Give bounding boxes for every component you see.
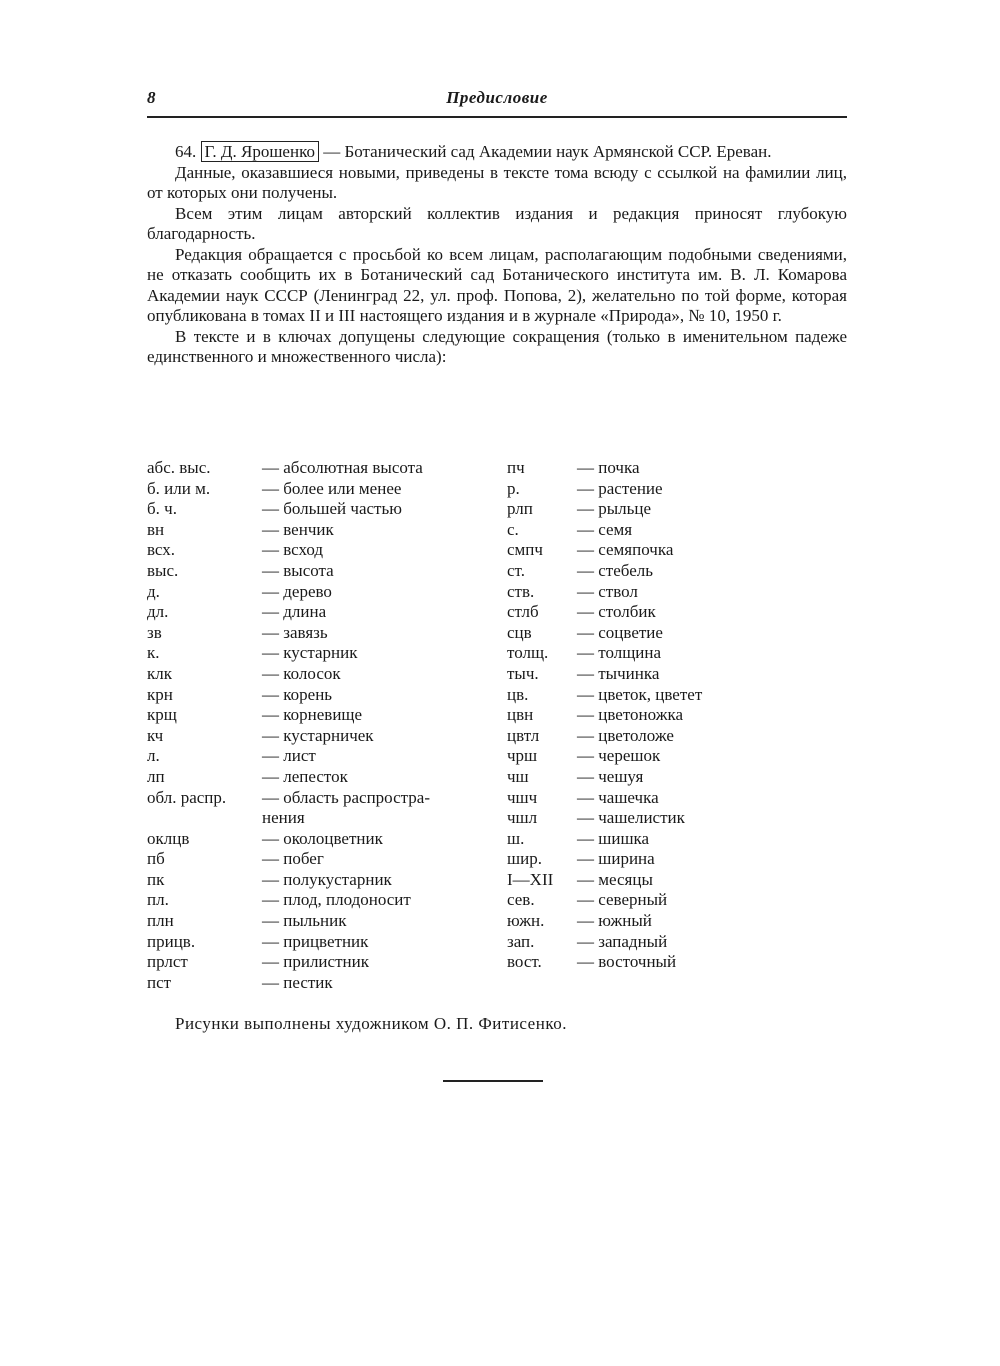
meaning-d2: — месяцы bbox=[577, 869, 653, 889]
meaning-d1: — дерево bbox=[262, 581, 332, 601]
abbreviation-a2: рлп bbox=[507, 499, 533, 519]
meaning-d1: — корень bbox=[262, 684, 333, 704]
abbreviation-a1: крн bbox=[147, 684, 173, 704]
abbreviation-row bbox=[147, 973, 767, 994]
abbreviation-row bbox=[147, 870, 767, 891]
meaning-d2: — северный bbox=[577, 890, 668, 910]
abbreviation-a1: вн bbox=[147, 519, 165, 539]
paragraph-thanks: Всем этим лицам авторский коллектив издания и редакция приносят глубокую благодарность. bbox=[147, 203, 847, 243]
abbreviation-a1: лп bbox=[147, 766, 165, 786]
abbreviation-a2: южн. bbox=[507, 911, 545, 931]
meaning-d1: нения bbox=[262, 808, 305, 828]
meaning-d2: — ширина bbox=[577, 849, 655, 869]
abbreviation-a1: прлст bbox=[147, 952, 188, 972]
abbreviation-row bbox=[147, 849, 767, 870]
meaning-d2: — цветоложе bbox=[577, 725, 674, 745]
abbreviation-a2 bbox=[507, 973, 577, 994]
illustration-credit: Рисунки выполнены художником О. П. Фитисенко. bbox=[175, 1014, 567, 1033]
abbreviation-a2: цвтл bbox=[507, 725, 540, 745]
meaning-d1: — побег bbox=[262, 849, 324, 869]
meaning-d1: — венчик bbox=[262, 519, 334, 539]
abbreviation-a2: смпч bbox=[507, 540, 543, 560]
meaning-d1: — корневище bbox=[262, 705, 363, 725]
abbreviation-a2: чш bbox=[507, 766, 529, 786]
abbreviation-a1: б. или м. bbox=[147, 478, 211, 498]
preface-body bbox=[147, 142, 847, 368]
abbreviation-row bbox=[147, 952, 767, 973]
meaning-d2: — цветоножка bbox=[577, 705, 683, 725]
meaning-d1: — полукустарник bbox=[262, 869, 392, 889]
meaning-d2: — рыльце bbox=[577, 499, 652, 519]
meaning-d1: — околоцветник bbox=[262, 828, 383, 848]
meaning-d2: — ствол bbox=[577, 581, 638, 601]
abbreviation-a1: б. ч. bbox=[147, 499, 177, 519]
abbreviation-a1: к. bbox=[147, 643, 160, 663]
abbreviation-row bbox=[147, 705, 767, 726]
meaning-d2: — тычинка bbox=[577, 663, 660, 683]
abbreviation-a2: сцв bbox=[507, 622, 532, 642]
abbreviation-a1: пк bbox=[147, 869, 165, 889]
entry-number: 64. bbox=[175, 142, 197, 161]
abbreviation-a2: зап. bbox=[507, 931, 535, 951]
abbreviation-a2: ств. bbox=[507, 581, 535, 601]
abbreviation-a2: цвн bbox=[507, 705, 534, 725]
meaning-d1: — более или менее bbox=[262, 478, 402, 498]
meaning-d1: — лепесток bbox=[262, 766, 348, 786]
meaning-d2: — столбик bbox=[577, 602, 656, 622]
meaning-d2: — стебель bbox=[577, 560, 653, 580]
abbreviation-a1: пл. bbox=[147, 890, 169, 910]
meaning-d2: — чашечка bbox=[577, 787, 659, 807]
abbreviation-row bbox=[147, 829, 767, 850]
abbreviation-a1: плн bbox=[147, 911, 174, 931]
abbreviation-row bbox=[147, 643, 767, 664]
abbreviation-a2: толщ. bbox=[507, 643, 549, 663]
abbreviation-row bbox=[147, 726, 767, 747]
abbreviation-a1: клк bbox=[147, 663, 173, 683]
abbreviation-a1: крщ bbox=[147, 705, 177, 725]
meaning-d1: — плод, плодоносит bbox=[262, 890, 411, 910]
meaning-d2 bbox=[577, 973, 767, 994]
end-rule bbox=[443, 1080, 543, 1082]
abbreviation-a1: кч bbox=[147, 725, 164, 745]
abbreviation-a2: I—XII bbox=[507, 869, 554, 889]
boxed-name: Г. Д. Ярошенко bbox=[201, 141, 319, 162]
meaning-d1: — пыльник bbox=[262, 911, 347, 931]
abbreviation-a2: чрш bbox=[507, 746, 538, 766]
page-number: 8 bbox=[147, 88, 156, 107]
paragraph-data: Данные, оказавшиеся новыми, приведены в тексте тома всюду с ссылкой на фамилии лиц, от которых они получены. bbox=[147, 162, 847, 202]
meaning-d1: — кустарничек bbox=[262, 725, 374, 745]
abbreviation-row bbox=[147, 582, 767, 603]
abbreviation-row bbox=[147, 890, 767, 911]
abbreviation-row bbox=[147, 911, 767, 932]
abbreviation-a2: шир. bbox=[507, 849, 542, 869]
abbreviation-a1: л. bbox=[147, 746, 160, 766]
paragraph-64 bbox=[147, 142, 847, 163]
page-header bbox=[147, 88, 847, 118]
abbreviation-a2: с. bbox=[507, 519, 519, 539]
meaning-d1: — длина bbox=[262, 602, 327, 622]
meaning-d1: — завязь bbox=[262, 622, 328, 642]
abbreviation-a1: всх. bbox=[147, 540, 175, 560]
abbreviation-a1: д. bbox=[147, 581, 160, 601]
abbreviation-a1: выс. bbox=[147, 560, 179, 580]
meaning-d2: — чашелистик bbox=[577, 808, 685, 828]
meaning-d2: — семя bbox=[577, 519, 633, 539]
meaning-d1: — колосок bbox=[262, 663, 341, 683]
abbreviation-row bbox=[147, 685, 767, 706]
meaning-d1: — высота bbox=[262, 560, 334, 580]
meaning-d2: — цветок, цветет bbox=[577, 684, 703, 704]
abbreviation-a2: ш. bbox=[507, 828, 525, 848]
abbreviation-a1: абс. выс. bbox=[147, 458, 211, 477]
abbreviation-a2: тыч. bbox=[507, 663, 539, 683]
abbreviation-row bbox=[147, 767, 767, 788]
abbreviation-table bbox=[147, 458, 767, 993]
abbreviation-a1: зв bbox=[147, 622, 162, 642]
abbreviation-a2: ст. bbox=[507, 560, 525, 580]
abbreviation-a1: пб bbox=[147, 849, 165, 869]
abbreviation-a2: вост. bbox=[507, 952, 542, 972]
abbreviation-a2: чшл bbox=[507, 808, 538, 828]
abbreviation-a1: дл. bbox=[147, 602, 169, 622]
meaning-d1: — всход bbox=[262, 540, 324, 560]
meaning-d1: — прилистник bbox=[262, 952, 369, 972]
paragraph-abbreviations-intro: В тексте и в ключах допущены следующие сокращения (только в именительном падеже единственного и множественного числа): bbox=[147, 326, 847, 366]
meaning-d2: — западный bbox=[577, 931, 668, 951]
meaning-d1: — абсолютная высота bbox=[262, 458, 423, 477]
meaning-d2: — южный bbox=[577, 911, 652, 931]
abbreviation-a1: пст bbox=[147, 972, 172, 992]
meaning-d2: — восточный bbox=[577, 952, 677, 972]
abbreviation-row bbox=[147, 479, 767, 500]
meaning-d2: — шишка bbox=[577, 828, 650, 848]
meaning-d2: — почка bbox=[577, 458, 640, 477]
meaning-d2: — соцветие bbox=[577, 622, 663, 642]
abbreviation-row bbox=[147, 788, 767, 809]
abbreviation-row bbox=[147, 932, 767, 953]
abbreviation-row bbox=[147, 499, 767, 520]
abbreviation-a2: стлб bbox=[507, 602, 539, 622]
abbreviation-row bbox=[147, 458, 767, 479]
abbreviation-row bbox=[147, 561, 767, 582]
meaning-d1: — область распростра- bbox=[262, 787, 430, 807]
abbreviation-row bbox=[147, 664, 767, 685]
abbreviation-a2: чшч bbox=[507, 787, 538, 807]
abbreviation-row bbox=[147, 540, 767, 561]
meaning-d2: — чешуя bbox=[577, 766, 644, 786]
abbreviation-a2: р. bbox=[507, 478, 520, 498]
abbreviation-row bbox=[147, 746, 767, 767]
abbreviation-a2: пч bbox=[507, 458, 525, 477]
meaning-d1: — большей частью bbox=[262, 499, 402, 519]
meaning-d2: — черешок bbox=[577, 746, 661, 766]
meaning-d1: — кустарник bbox=[262, 643, 358, 663]
abbreviation-a1: оклцв bbox=[147, 828, 190, 848]
meaning-d2: — толщина bbox=[577, 643, 662, 663]
abbreviation-row bbox=[147, 808, 767, 829]
abbreviation-row bbox=[147, 602, 767, 623]
meaning-d1: — прицветник bbox=[262, 931, 369, 951]
abbreviation-a1: обл. распр. bbox=[147, 787, 227, 807]
abbreviation-a2: цв. bbox=[507, 684, 529, 704]
abbreviation-row bbox=[147, 623, 767, 644]
meaning-d1: — пестик bbox=[262, 972, 333, 992]
running-title: Предисловие bbox=[446, 88, 548, 107]
entry-text: — Ботанический сад Академии наук Армянской ССР. Ереван. bbox=[323, 142, 772, 161]
abbreviation-row bbox=[147, 520, 767, 541]
paragraph-request: Редакция обращается с просьбой ко всем лицам, располагающим подобными сведениями, не отказать сообщить их в Ботанический сад Ботанического института им. В. Л. Комарова Академии наук СССР (Ленинград 22, ул. проф. Попова, 2), желательно по той форме, которая опубликована в томах II и III настоящего издания и в журнале «Природа», № 10, 1950 г. bbox=[147, 244, 847, 325]
abbreviation-a2: сев. bbox=[507, 890, 535, 910]
meaning-d2: — семяпочка bbox=[577, 540, 674, 560]
abbreviation-a1: прицв. bbox=[147, 931, 196, 951]
abbreviation-a1 bbox=[147, 808, 262, 829]
meaning-d1: — лист bbox=[262, 746, 316, 766]
meaning-d2: — растение bbox=[577, 478, 663, 498]
